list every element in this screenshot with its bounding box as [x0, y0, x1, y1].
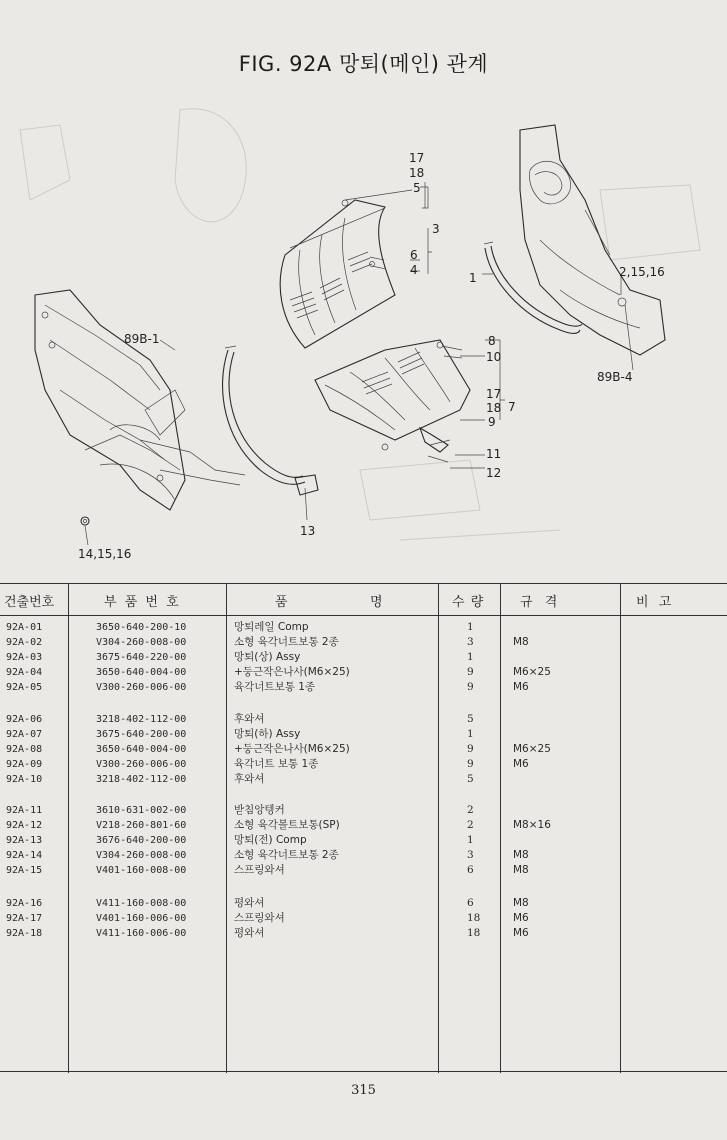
header-qty: 수 량 [452, 595, 485, 610]
part-name: 후와셔 [234, 773, 265, 785]
part-13-front-rail [223, 346, 318, 495]
spec: M6 [513, 912, 529, 924]
table-row [0, 727, 727, 742]
item-no: 92A-18 [6, 928, 43, 939]
part-no: 3650-640-004-00 [96, 744, 187, 755]
item-no: 92A-17 [6, 913, 43, 924]
callout-89B-4: 89B-4 [597, 370, 633, 384]
callout-8: 8 [488, 334, 496, 348]
table-top-border [0, 583, 727, 584]
part-no: 3218-402-112-00 [96, 714, 187, 725]
callout-14-15-16: 14,15,16 [78, 547, 132, 561]
spec: M8×16 [513, 819, 551, 831]
spec: M6×25 [513, 666, 551, 678]
part-no: V304-260-008-00 [96, 850, 187, 861]
item-no: 92A-08 [6, 744, 43, 755]
leader-lines [85, 182, 633, 545]
item-no: 92A-05 [6, 682, 43, 693]
callout-1: 1 [469, 271, 477, 285]
part-no: V218-260-801-60 [96, 820, 187, 831]
part-name: 육각너트보통 1종 [234, 681, 316, 693]
quantity: 3 [467, 636, 474, 648]
header-item-no: 건출번호 [4, 595, 55, 610]
item-no: 92A-14 [6, 850, 43, 861]
item-no: 92A-03 [6, 652, 43, 663]
part-89B-1-frame [35, 290, 245, 510]
table-row [0, 665, 727, 680]
table-row [0, 833, 727, 848]
header-name-right: 명 [370, 595, 383, 610]
quantity: 1 [467, 651, 474, 663]
quantity: 9 [467, 681, 474, 693]
spec: M6×25 [513, 743, 551, 755]
part-name: +둥근작은나사(M6×25) [234, 743, 350, 755]
quantity: 9 [467, 758, 474, 770]
header-name-left: 품 [275, 595, 288, 610]
table-row [0, 896, 727, 911]
table-row [0, 818, 727, 833]
spec: M8 [513, 636, 529, 648]
item-no: 92A-10 [6, 774, 43, 785]
part-name: 평와셔 [234, 897, 265, 909]
callout-5: 5 [413, 181, 421, 195]
table-row [0, 680, 727, 695]
item-no: 92A-16 [6, 898, 43, 909]
header-remark: 비 고 [636, 595, 675, 610]
part-no: V300-260-006-00 [96, 759, 187, 770]
callout-17: 17 [409, 151, 425, 165]
callout-2-15-16: 2,15,16 [619, 265, 665, 279]
quantity: 18 [467, 927, 481, 939]
callout-89B-1: 89B-1 [124, 332, 160, 346]
item-no: 92A-15 [6, 865, 43, 876]
table-bottom-border [0, 1071, 727, 1072]
callout-9: 9 [488, 415, 496, 429]
table-row [0, 803, 727, 818]
callout-6: 6 [410, 248, 418, 262]
part-name: 망퇴레일 Comp [234, 621, 309, 633]
header-part-no: 부 품 번 호 [104, 595, 181, 610]
callout-18: 18 [409, 166, 425, 180]
table-row [0, 757, 727, 772]
part-name: 소형 육각볼트보통(SP) [234, 819, 340, 831]
quantity: 1 [467, 728, 474, 740]
item-no: 92A-09 [6, 759, 43, 770]
quantity: 2 [467, 819, 474, 831]
item-no: 92A-07 [6, 729, 43, 740]
callout-10: 10 [486, 350, 502, 364]
spec: M6 [513, 927, 529, 939]
part-no: 3676-640-200-00 [96, 835, 187, 846]
table-row [0, 712, 727, 727]
item-no: 92A-12 [6, 820, 43, 831]
part-no: 3218-402-112-00 [96, 774, 187, 785]
item-no: 92A-04 [6, 667, 43, 678]
hardware-fasteners [81, 257, 462, 525]
part-no: 3650-640-200-10 [96, 622, 187, 633]
callout-12: 12 [486, 466, 502, 480]
part-no: 3610-631-002-00 [96, 805, 187, 816]
callout-7: 7 [508, 400, 516, 414]
part-no: V411-160-008-00 [96, 898, 187, 909]
quantity: 3 [467, 849, 474, 861]
quantity: 6 [467, 897, 474, 909]
spec: M8 [513, 849, 529, 861]
part-name: 소형 육각너트보통 2종 [234, 636, 339, 648]
part-no: V300-260-006-00 [96, 682, 187, 693]
quantity: 5 [467, 773, 474, 785]
part-name: +둥근작은나사(M6×25) [234, 666, 350, 678]
callout-11: 11 [486, 447, 502, 461]
diagram-drawing [0, 90, 727, 580]
callout-17b: 17 [486, 387, 502, 401]
part-name: 스프링와셔 [234, 912, 285, 924]
quantity: 9 [467, 666, 474, 678]
item-no: 92A-11 [6, 805, 43, 816]
part-name: 받침앙텡커 [234, 804, 285, 816]
quantity: 5 [467, 713, 474, 725]
spec: M8 [513, 897, 529, 909]
table-row [0, 911, 727, 926]
table-row [0, 848, 727, 863]
table-row [0, 620, 727, 635]
spec: M6 [513, 758, 529, 770]
callout-3: 3 [432, 222, 440, 236]
part-3-upper-screen [280, 200, 395, 348]
callout-13: 13 [300, 524, 316, 538]
quantity: 18 [467, 912, 481, 924]
table-row [0, 863, 727, 878]
part-name: 망퇴(전) Comp [234, 834, 307, 846]
item-no: 92A-06 [6, 714, 43, 725]
item-no: 92A-13 [6, 835, 43, 846]
part-no: V411-160-006-00 [96, 928, 187, 939]
table-row [0, 926, 727, 941]
exploded-diagram [0, 90, 727, 580]
table-row [0, 772, 727, 787]
quantity: 6 [467, 864, 474, 876]
spec: M8 [513, 864, 529, 876]
part-1-rail [484, 242, 582, 333]
table-row [0, 650, 727, 665]
table-header-border [0, 615, 727, 616]
table-row [0, 742, 727, 757]
quantity: 2 [467, 804, 474, 816]
table-row [0, 635, 727, 650]
part-name: 소형 육각너트보통 2종 [234, 849, 339, 861]
spec: M6 [513, 681, 529, 693]
figure-title: FIG. 92A 망퇴(메인) 관계 [238, 52, 489, 76]
page-number: 315 [351, 1083, 376, 1098]
callout-18b: 18 [486, 401, 502, 415]
bleed-through-ghost [20, 109, 700, 540]
part-no: V304-260-008-00 [96, 637, 187, 648]
item-no: 92A-01 [6, 622, 43, 633]
part-no: V401-160-006-00 [96, 913, 187, 924]
item-no: 92A-02 [6, 637, 43, 648]
header-spec: 규 격 [520, 595, 562, 610]
part-no: V401-160-008-00 [96, 865, 187, 876]
callout-4: 4 [410, 263, 418, 277]
parts-table [0, 583, 727, 1073]
quantity: 1 [467, 621, 474, 633]
part-7-lower-screen [315, 340, 470, 452]
part-no: 3650-640-004-00 [96, 667, 187, 678]
quantity: 9 [467, 743, 474, 755]
part-name: 망퇴(상) Assy [234, 651, 301, 663]
part-name: 육각너트 보통 1종 [234, 758, 319, 770]
part-no: 3675-640-200-00 [96, 729, 187, 740]
part-name: 스프링와셔 [234, 864, 285, 876]
part-no: 3675-640-220-00 [96, 652, 187, 663]
part-name: 평와셔 [234, 927, 265, 939]
part-89B-4-frame [520, 125, 665, 355]
quantity: 1 [467, 834, 474, 846]
part-name: 망퇴(하) Assy [234, 728, 301, 740]
part-name: 후와셔 [234, 713, 265, 725]
